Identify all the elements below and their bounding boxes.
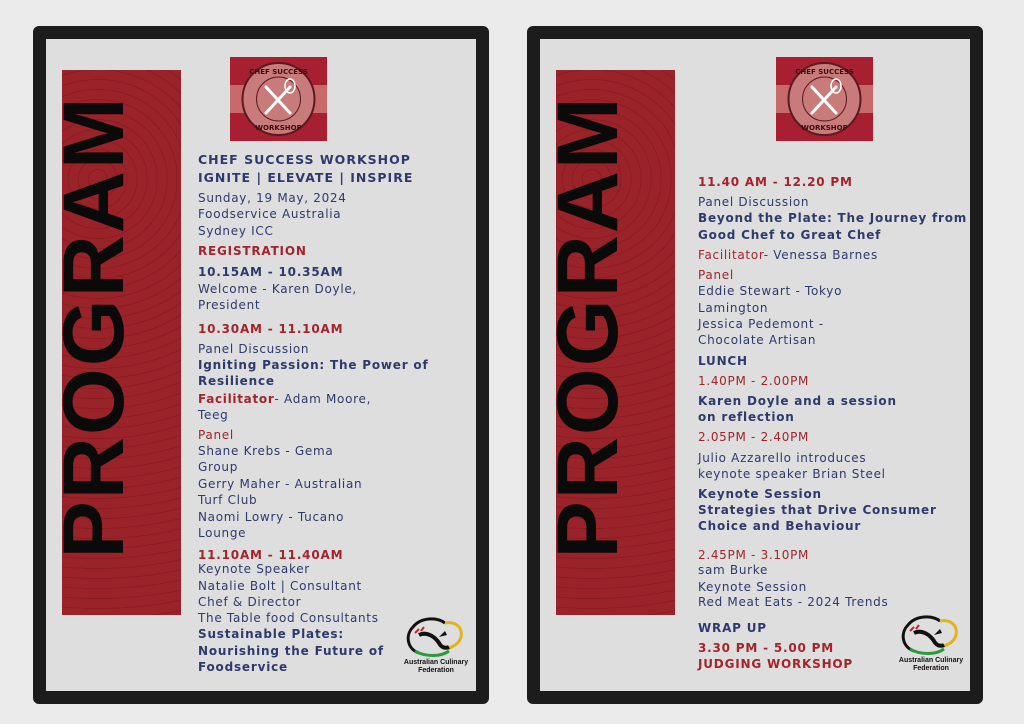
- schedule-line: Panel: [198, 428, 234, 442]
- schedule-line: Choice and Behaviour: [698, 519, 862, 533]
- schedule-line: keynote speaker Brian Steel: [698, 467, 886, 481]
- schedule-line: JUDGING WORKSHOP: [698, 657, 854, 671]
- schedule-line: Shane Krebs - Gema: [198, 444, 334, 458]
- schedule-line: Lamington: [698, 301, 769, 315]
- schedule-line: Karen Doyle and a session: [698, 394, 897, 408]
- schedule-line: Teeg: [198, 408, 229, 422]
- schedule-line: 2.05PM - 2.40PM: [698, 430, 810, 444]
- schedule-line: 3.30 PM - 5.00 PM: [698, 641, 834, 655]
- schedule-line: Keynote Speaker: [198, 562, 310, 576]
- schedule-line: Keynote Session: [698, 580, 807, 594]
- schedule-line: Lounge: [198, 526, 247, 540]
- facilitator-name: - Venessa Barnes: [763, 248, 878, 262]
- schedule-line: IGNITE | ELEVATE | INSPIRE: [198, 170, 414, 185]
- schedule-line: Nourishing the Future of: [198, 644, 384, 658]
- schedule-line: Keynote Session: [698, 487, 822, 501]
- schedule-line: 10.15AM - 10.35AM: [198, 265, 344, 279]
- schedule-line: Sydney ICC: [198, 224, 274, 238]
- facilitator-line: [698, 248, 878, 263]
- schedule-line: Panel Discussion: [198, 342, 310, 356]
- schedule-line: Sustainable Plates:: [198, 627, 344, 641]
- facilitator-label: Facilitator: [698, 248, 764, 262]
- schedule-line: Turf Club: [198, 493, 258, 507]
- australian-culinary-federation-logo: [896, 611, 966, 675]
- schedule-line: Panel Discussion: [698, 195, 810, 209]
- schedule-line: Beyond the Plate: The Journey from: [698, 211, 968, 225]
- australian-culinary-federation-logo: [401, 613, 471, 677]
- facilitator-line: [198, 392, 371, 407]
- schedule-line: Group: [198, 460, 239, 474]
- acf-line2: Federation: [913, 665, 949, 672]
- svg-text:CHEF SUCCESS: CHEF SUCCESS: [249, 68, 308, 76]
- program-title-text: PROGRAM: [46, 95, 142, 559]
- schedule-line: Julio Azzarello introduces: [698, 451, 867, 465]
- schedule-line: on reflection: [698, 410, 795, 424]
- schedule-line: Jessica Pedemont -: [698, 317, 824, 331]
- facilitator-name: - Adam Moore,: [274, 392, 372, 406]
- schedule-line: Strategies that Drive Consumer: [698, 503, 937, 517]
- program-page-right: [527, 26, 983, 704]
- program-title-text: PROGRAM: [540, 95, 636, 559]
- program-page-left: [33, 26, 489, 704]
- schedule-line: 11.40 AM - 12.20 PM: [698, 175, 853, 189]
- chef-success-workshop-logo: [230, 57, 327, 141]
- schedule-line: Sunday, 19 May, 2024: [198, 191, 347, 205]
- schedule-line: Foodservice: [198, 660, 288, 674]
- schedule-line: CHEF SUCCESS WORKSHOP: [198, 152, 411, 167]
- schedule-line: Foodservice Australia: [198, 207, 342, 221]
- schedule-line: Chef & Director: [198, 595, 302, 609]
- schedule-line: Naomi Lowry - Tucano: [198, 510, 345, 524]
- schedule-line: The Table food Consultants: [198, 611, 379, 625]
- schedule-line: 2.45PM - 3.10PM: [698, 548, 810, 562]
- schedule-line: Chocolate Artisan: [698, 333, 817, 347]
- schedule-line: 1.40PM - 2.00PM: [698, 374, 810, 388]
- svg-text:WORKSHOP: WORKSHOP: [255, 124, 302, 132]
- schedule-line: President: [198, 298, 261, 312]
- schedule-line: LUNCH: [698, 354, 748, 368]
- schedule-line: Good Chef to Great Chef: [698, 228, 882, 242]
- schedule-line: Red Meat Eats - 2024 Trends: [698, 595, 889, 609]
- schedule-line: Welcome - Karen Doyle,: [198, 282, 357, 296]
- schedule-line: 11.10AM - 11.40AM: [198, 548, 344, 562]
- acf-line1: Australian Culinary: [403, 659, 469, 666]
- schedule-line: sam Burke: [698, 563, 769, 577]
- schedule-line: Eddie Stewart - Tokyo: [698, 284, 843, 298]
- schedule-line: Panel: [698, 268, 734, 282]
- schedule-line: Igniting Passion: The Power of: [198, 358, 429, 372]
- schedule-line: Resilience: [198, 374, 275, 388]
- svg-text:WORKSHOP: WORKSHOP: [801, 124, 848, 132]
- schedule-line: 10.30AM - 11.10AM: [198, 322, 344, 336]
- schedule-line: Natalie Bolt | Consultant: [198, 579, 362, 593]
- svg-text:CHEF SUCCESS: CHEF SUCCESS: [795, 68, 854, 76]
- facilitator-label: Facilitator: [198, 392, 275, 406]
- acf-line2: Federation: [418, 667, 454, 674]
- acf-line1: Australian Culinary: [898, 657, 964, 664]
- schedule-line: WRAP UP: [698, 621, 767, 635]
- schedule-line: Gerry Maher - Australian: [198, 477, 363, 491]
- schedule-line: REGISTRATION: [198, 244, 307, 258]
- chef-success-workshop-logo: [776, 57, 873, 141]
